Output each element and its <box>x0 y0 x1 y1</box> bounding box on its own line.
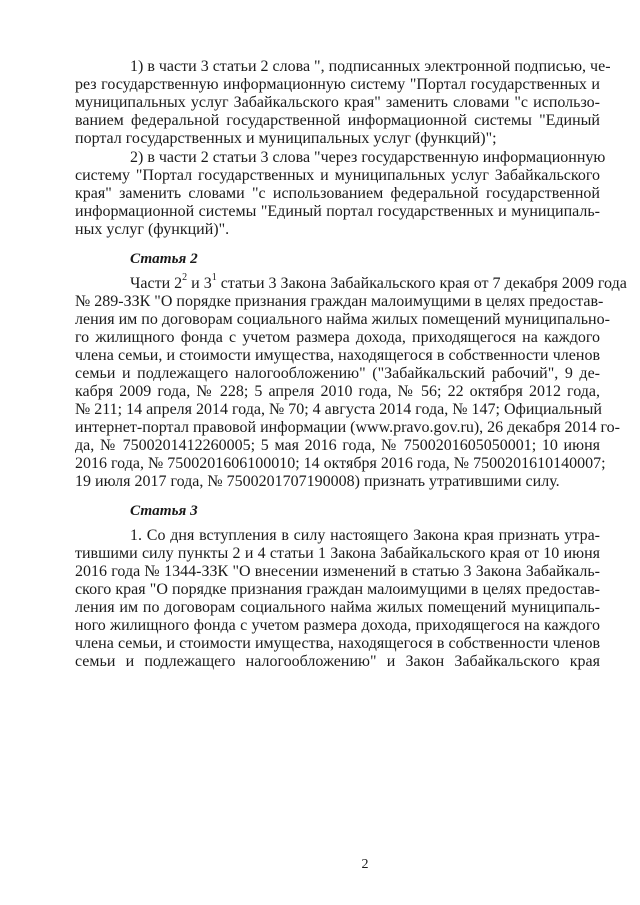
text-line: рез государственную информационную систему "Портал государственных и <box>75 76 600 93</box>
text-line: № 211; 14 апреля 2014 года, № 70; 4 августа 2014 года, № 147; Официальный <box>75 401 602 418</box>
text-line: № 289-ЗЗК "О порядке признания граждан малоимущими в целях предостав- <box>75 293 604 310</box>
superscript-line-mid: и 3 <box>187 275 212 292</box>
text-line: 1. Со дня вступления в силу настоящего Закона края признать утра- <box>130 527 600 544</box>
text-line: систему "Портал государственных и муниципальных услуг Забайкальского <box>75 167 600 184</box>
text-line: тившими силу пункты 2 и 4 статьи 1 Закона Забайкальского края от 10 июня <box>75 545 600 562</box>
text-line: члена семьи, и стоимости имущества, находящегося в собственности членов <box>75 635 600 652</box>
article-3-body <box>75 527 600 671</box>
superscript-line-pre: Части 2 <box>130 275 183 292</box>
text-line: члена семьи, и стоимости имущества, находящегося в собственности членов <box>75 347 600 364</box>
text-line: ного жилищного фонда с учетом размера дохода, приходящегося на каждого <box>75 617 600 634</box>
article-2-title: Статья 2 <box>130 250 198 267</box>
text-line: семьи и подлежащего налогообложению" ("Забайкальский рабочий", 9 де- <box>75 365 600 382</box>
text-line: ванием федеральной государственной информационной системы "Единый <box>75 112 600 129</box>
superscript-2: 2 <box>182 271 188 283</box>
text-line: информационной системы "Единый портал государственных и муниципаль- <box>75 203 600 220</box>
text-line: портал государственных и муниципальных услуг (функций)"; <box>75 130 497 147</box>
superscript-1: 1 <box>211 271 217 283</box>
text-line: 2016 года, № 7500201606100010; 14 октября 2016 года, № 7500201610140007; <box>75 455 606 472</box>
text-line: ления им по договорам социального найма жилых помещений муниципаль- <box>75 599 600 616</box>
text-line: 1) в части 3 статьи 2 слова ", подписанных электронной подписью, че- <box>130 58 611 75</box>
page-number: 2 <box>361 857 369 872</box>
paragraph-2 <box>75 149 606 239</box>
text-line: ных услуг (функций)". <box>75 221 230 238</box>
text-line: ского края "О порядке признания граждан малоимущими в целях предостав- <box>75 581 600 598</box>
text-line: семьи и подлежащего налогообложению" и Закон Забайкальского края <box>75 653 600 670</box>
article-2-body <box>75 271 627 491</box>
text-line: ления им по договорам социального найма жилых помещений муниципально- <box>75 311 610 328</box>
article-3-title: Статья 3 <box>130 502 198 519</box>
superscript-line-post: статьи 3 Закона Забайкальского края от 7 декабря 2009 года <box>216 275 627 292</box>
text-line: 2) в части 2 статьи 3 слова "через государственную информационную <box>130 149 606 166</box>
text-line-with-superscripts <box>130 271 627 293</box>
text-line: муниципальных услуг Забайкальского края" заменить словами "с использо- <box>75 94 600 111</box>
text-line: края" заменить словами "с использованием федеральной государственной <box>75 185 600 202</box>
paragraph-1 <box>75 58 611 148</box>
text-line: 19 июля 2017 года, № 7500201707190008) признать утратившими силу. <box>75 473 560 490</box>
text-line: го жилищного фонда с учетом размера дохода, приходящегося на каждого <box>75 329 600 346</box>
text-line: интернет-портал правовой информации (www.pravo.gov.ru), 26 декабря 2014 го- <box>75 419 621 436</box>
text-line: кабря 2009 года, № 228; 5 апреля 2010 года, № 56; 22 октября 2012 года, <box>75 383 600 400</box>
text-line: да, № 7500201412260005; 5 мая 2016 года, № 7500201605050001; 10 июня <box>75 437 600 454</box>
text-line: 2016 года № 1344-ЗЗК "О внесении изменений в статью 3 Закона Забайкаль- <box>75 563 600 580</box>
